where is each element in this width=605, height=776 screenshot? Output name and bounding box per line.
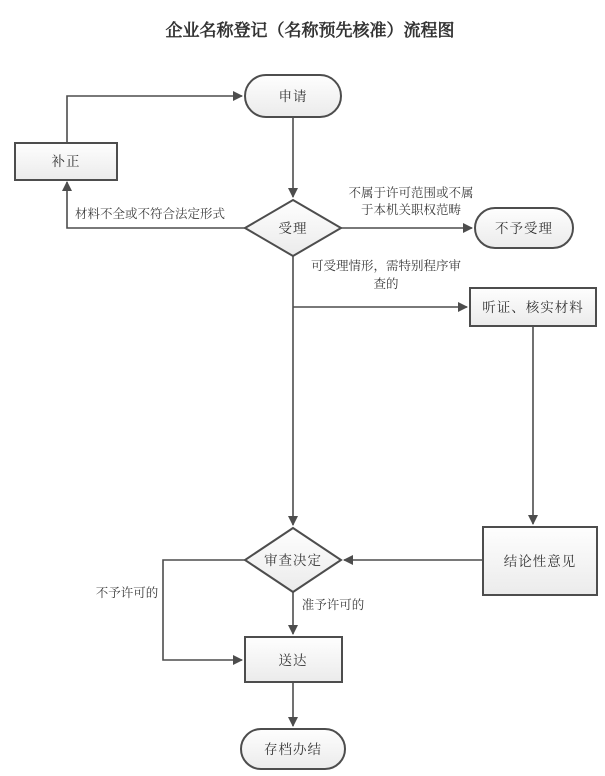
node-archive <box>241 729 345 769</box>
node-archive-label: 存档办结 <box>264 742 322 757</box>
node-review-decision-label: 审查决定 <box>264 553 322 568</box>
node-acceptance <box>245 200 341 256</box>
node-not-accepted <box>475 208 573 248</box>
node-not-accepted-label: 不予受理 <box>495 221 553 236</box>
edge-label-out-of-scope-line2: 于本机关职权范畴 <box>360 203 462 217</box>
edge-label-out-of-scope-line1: 不属于许可范围或不属 <box>348 186 474 200</box>
node-review-decision <box>245 528 341 592</box>
edge-label-incomplete-materials: 材料不全或不符合法定形式 <box>74 207 226 221</box>
node-correction-label: 补正 <box>51 154 81 169</box>
node-conclusion-label: 结论性意见 <box>503 554 577 569</box>
edge-label-special-procedure-line1: 可受理情形，需特别程序审 <box>310 259 462 273</box>
edge-correction-to-apply <box>67 96 242 143</box>
edge-label-permission-denied: 不予许可的 <box>95 586 159 600</box>
node-apply-label: 申请 <box>278 89 308 104</box>
diagram-title: 企业名称登记（名称预先核准）流程图 <box>165 21 455 40</box>
node-apply <box>245 75 341 117</box>
node-hearing <box>470 288 596 326</box>
node-hearing-label: 听证、核实材料 <box>482 300 584 315</box>
node-conclusion <box>483 527 597 595</box>
node-acceptance-label: 受理 <box>278 221 308 236</box>
edge-acceptance-to-correction <box>67 182 245 228</box>
node-correction <box>15 143 117 180</box>
edge-review-decision-to-delivery-denied <box>163 560 245 660</box>
node-delivery <box>245 637 342 682</box>
edge-label-permission-granted: 准予许可的 <box>301 598 365 612</box>
edge-label-special-procedure-line2: 查的 <box>373 277 399 291</box>
node-delivery-label: 送达 <box>278 653 308 668</box>
